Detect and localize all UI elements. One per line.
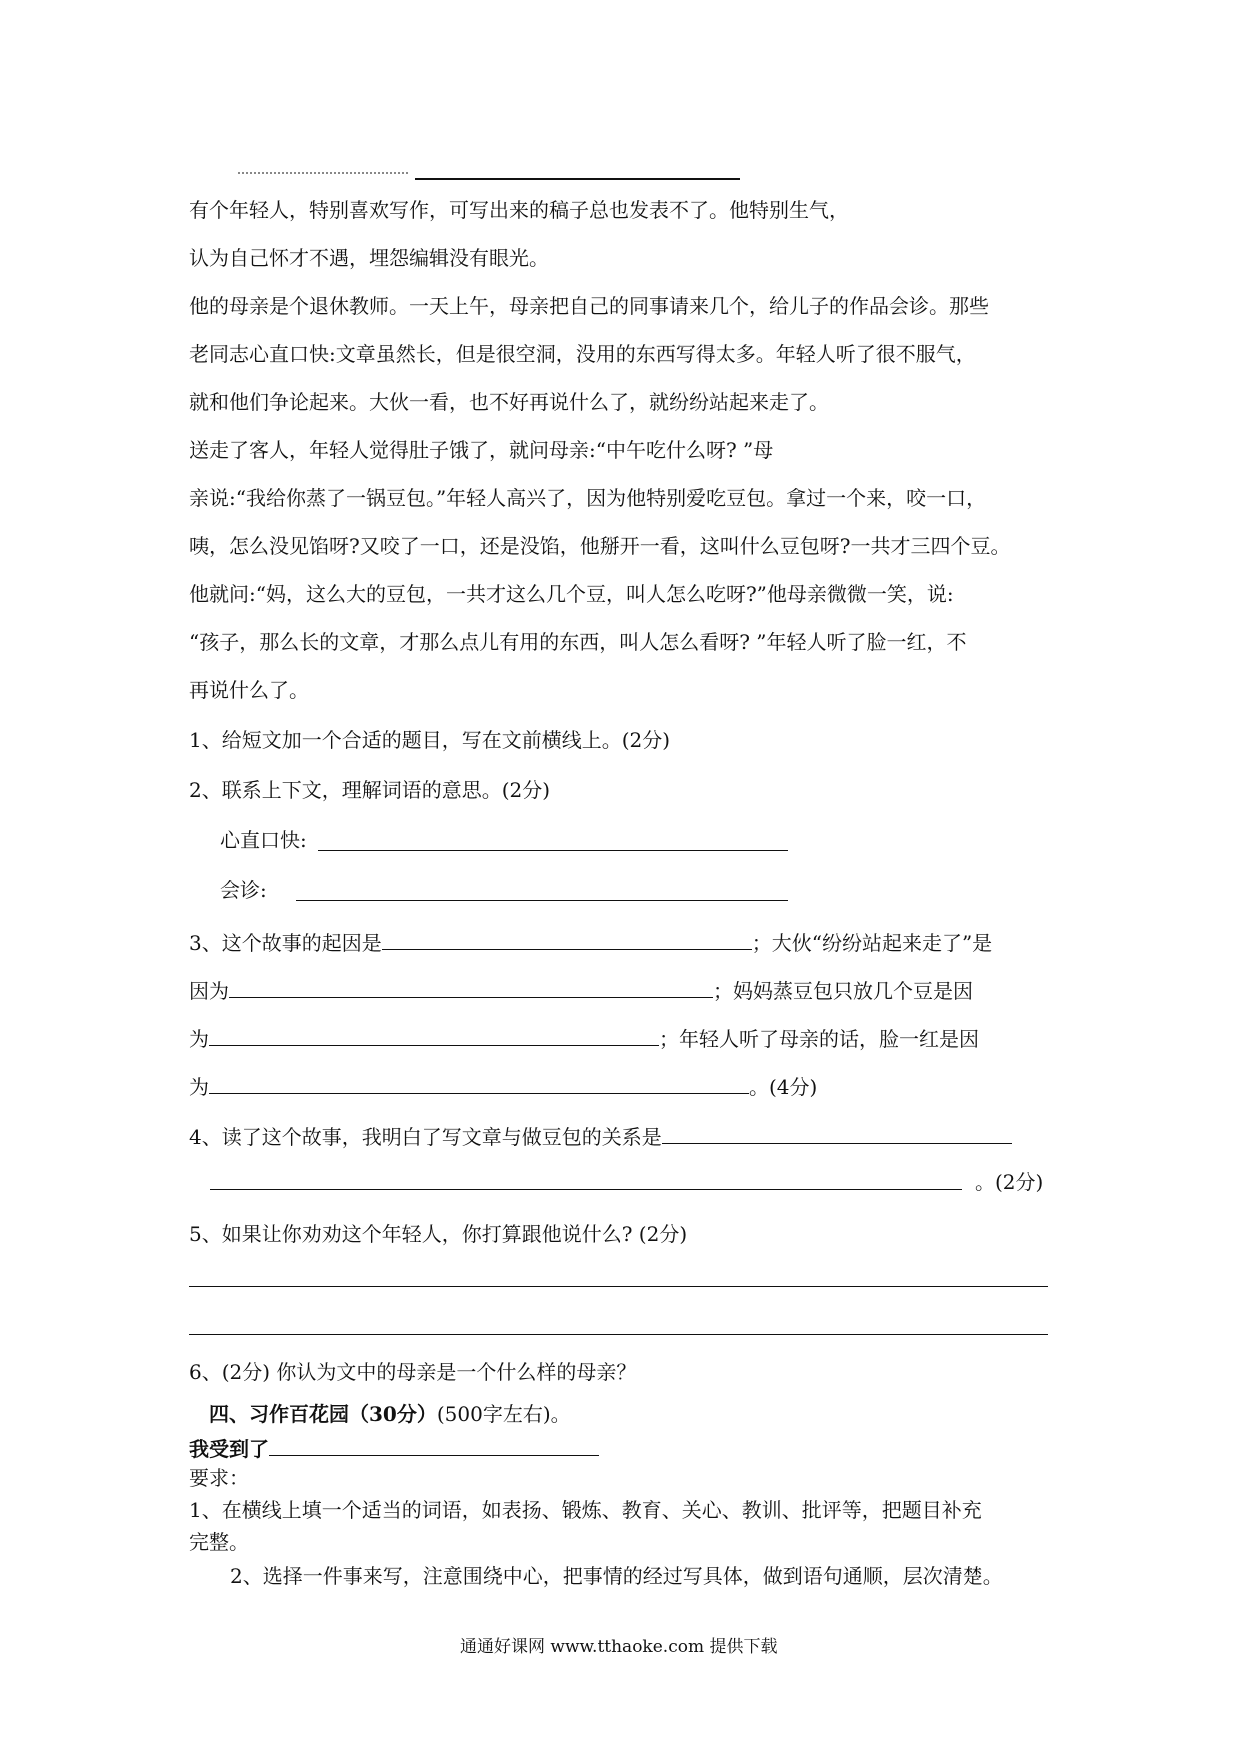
answer-line[interactable] (318, 850, 788, 851)
q2-term-label: 会诊: (220, 878, 267, 902)
passage-line: 他就问:“妈，这么大的豆包，一共才这么几个豆，叫人怎么吃呀?”他母亲微微一笑，说: (189, 582, 954, 606)
q3-text: 为 (189, 1075, 209, 1099)
requirements-label: 要求： (189, 1466, 249, 1490)
passage-line: 就和他们争论起来。大伙一看，也不好再说什么了，就纷纷站起来走了。 (189, 390, 829, 414)
answer-blank[interactable] (382, 927, 752, 950)
title-answer-blank[interactable] (269, 1433, 599, 1456)
question-3-cont (189, 1071, 817, 1100)
answer-blank[interactable] (229, 975, 713, 998)
requirement-2: 2、选择一件事来写，注意围绕中心，把事情的经过写具体，做到语句通顺，层次清楚。 (230, 1564, 1003, 1588)
question-2: 2、联系上下文，理解词语的意思。(2分) (189, 778, 551, 802)
question-3-cont (189, 975, 973, 1004)
question-4 (189, 1121, 1012, 1150)
q3-text: 3、这个故事的起因是 (189, 931, 382, 955)
q3-text: ；年轻人听了母亲的话，脸一红是因 (659, 1027, 979, 1051)
title-prefix: 我受到了 (189, 1437, 269, 1461)
q3-text: 因为 (189, 979, 229, 1003)
title-blank[interactable] (415, 178, 740, 180)
question-1: 1、给短文加一个合适的题目，写在文前横线上。(2分) (189, 728, 671, 752)
answer-blank[interactable] (209, 1071, 749, 1094)
question-5: 5、如果让你劝劝这个年轻人，你打算跟他说什么? (2分) (189, 1222, 688, 1246)
passage-line: 认为自己怀才不遇，埋怨编辑没有眼光。 (189, 246, 549, 270)
q4-text: 4、读了这个故事，我明白了写文章与做豆包的关系是 (189, 1125, 662, 1149)
q2-term-label: 心直口快: (220, 828, 307, 852)
q3-text: ；妈妈蒸豆包只放几个豆是因 (713, 979, 973, 1003)
passage-line: 老同志心直口快:文章虽然长，但是很空洞，没用的东西写得太多。年轻人听了很不服气， (189, 342, 976, 366)
q3-text: 为 (189, 1027, 209, 1051)
answer-line[interactable] (210, 1189, 962, 1190)
answer-blank[interactable] (662, 1121, 1012, 1144)
dotted-guide (238, 168, 408, 174)
answer-line[interactable] (296, 900, 788, 901)
passage-line: 他的母亲是个退休教师。一天上午，母亲把自己的同事请来几个，给儿子的作品会诊。那些 (189, 294, 989, 318)
answer-line[interactable] (189, 1286, 1048, 1287)
composition-title (189, 1433, 599, 1462)
passage-line: 送走了客人，年轻人觉得肚子饿了，就问母亲:“中午吃什么呀? ”母 (189, 438, 774, 462)
passage-line: “孩子，那么长的文章，才那么点儿有用的东西，叫人怎么看呀? ”年轻人听了脸一红，不 (189, 630, 967, 654)
answer-line[interactable] (189, 1334, 1048, 1335)
section-title: 四、习作百花园（30分） (209, 1402, 437, 1426)
section-note: (500字左右)。 (436, 1402, 571, 1426)
q4-points: 。(2分) (975, 1170, 1044, 1194)
requirement-1-cont: 完整。 (189, 1530, 249, 1554)
q3-text: 。(4分) (749, 1075, 818, 1099)
passage-line: 有个年轻人，特别喜欢写作，可写出来的稿子总也发表不了。他特别生气， (189, 198, 849, 222)
answer-blank[interactable] (209, 1023, 659, 1046)
question-6: 6、(2分) 你认为文中的母亲是一个什么样的母亲？ (189, 1360, 637, 1384)
question-3 (189, 927, 992, 956)
passage-line: 亲说:“我给你蒸了一锅豆包。”年轻人高兴了，因为他特别爱吃豆包。拿过一个来，咬一口， (189, 486, 987, 510)
passage-line: 咦，怎么没见馅呀?又咬了一口，还是没馅，他掰开一看，这叫什么豆包呀?一共才三四个豆。 (189, 534, 1011, 558)
passage-line: 再说什么了。 (189, 678, 309, 702)
question-3-cont (189, 1023, 979, 1052)
requirement-1: 1、在横线上填一个适当的词语，如表扬、锻炼、教育、关心、教训、批评等，把题目补充 (189, 1498, 982, 1522)
footer-credit: 通通好课网 www.tthaoke.com 提供下载 (460, 1637, 778, 1657)
q3-text: ；大伙“纷纷站起来走了”是 (751, 931, 993, 955)
composition-heading (209, 1401, 571, 1427)
